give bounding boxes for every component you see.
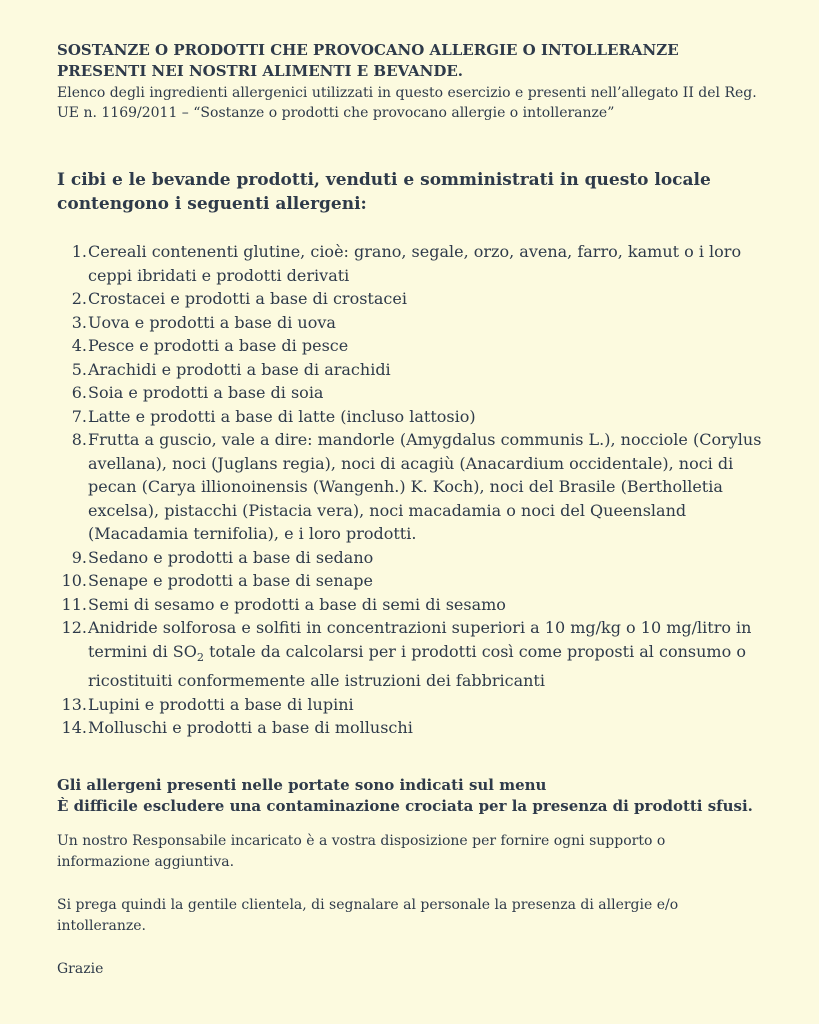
allergen-item [57, 616, 762, 693]
allergens-intro-heading: I cibi e le bevande prodotti, venduti e somministrati in questo locale contengono i seguenti allergeni: [57, 170, 711, 214]
allergen-number: 12. [61, 618, 87, 637]
allergen-item [57, 358, 762, 382]
allergen-text [88, 618, 751, 690]
allergen-item [57, 381, 762, 405]
allergen-number: 8. [71, 430, 87, 449]
allergen-item [57, 405, 762, 429]
allergen-item [57, 428, 762, 546]
allergen-item [57, 311, 762, 335]
allergen-text: Pesce e prodotti a base di pesce [88, 336, 349, 355]
allergen-item [57, 716, 762, 740]
allergen-number: 2. [71, 289, 87, 308]
allergen-item [57, 546, 762, 570]
allergen-item [57, 287, 762, 311]
allergen-text-before: Anidride solforosa e solfiti in concentrazioni superiori a 10 mg/kg o 10 mg/litro in termini di SO [88, 618, 752, 661]
allergen-text: Soia e prodotti a base di soia [88, 383, 324, 402]
allergen-text: Semi di sesamo e prodotti a base di semi di sesamo [88, 594, 506, 614]
allergen-text: Latte e prodotti a base di latte (incluso lattosio) [88, 406, 476, 426]
allergen-number: 1. [71, 242, 87, 261]
allergen-number: 13. [61, 694, 87, 714]
customer-request-text: Si prega quindi la gentile clientela, di segnalare al personale la presenza di allergie e/o intolleranze. [57, 896, 679, 934]
page-title: SOSTANZE O PRODOTTI CHE PROVOCANO ALLERGIE O INTOLLERANZE PRESENTI NEI NOSTRI ALIMENTI E BEVANDE. [57, 41, 679, 80]
allergen-text-after: totale da calcolarsi per i prodotti così come proposti al consumo o ricostituiti conformemente alle istruzioni dei fabbricanti [88, 641, 746, 691]
cross-contamination-notice: È difficile escludere una contaminazione crociata per la presenza di prodotti sfusi. [57, 796, 753, 815]
allergen-text: Molluschi e prodotti a base di molluschi [88, 718, 413, 738]
allergen-number: 9. [71, 547, 87, 567]
allergen-list [57, 240, 762, 740]
allergen-number: 5. [71, 359, 87, 379]
thanks-text: Grazie [57, 960, 104, 977]
allergen-item [57, 693, 762, 717]
allergen-number: 14. [61, 718, 87, 738]
allergen-text: Arachidi e prodotti a base di arachidi [88, 359, 391, 379]
allergen-number: 6. [71, 383, 87, 402]
allergen-item [57, 334, 762, 358]
allergen-number: 4. [71, 336, 87, 355]
allergen-number: 3. [71, 312, 87, 332]
notice-block [57, 775, 762, 817]
menu-allergen-notice: Gli allergeni presenti nelle portate sono indicati sul menu [57, 775, 547, 794]
allergen-number: 7. [71, 406, 87, 426]
allergen-text: Senape e prodotti a base di senape [88, 571, 373, 590]
allergen-text: Lupini e prodotti a base di lupini [88, 694, 354, 714]
allergen-text: Frutta a guscio, vale a dire: mandorle (Amygdalus communis L.), nocciole (Corylus avellana), noci (Juglans regia), noci di acagiù (Anacardium occidentale), noci di pecan (Carya illionoinensis (Wangenh.) K. Koch), noci del Brasile (Bertholletia excelsa), pistacchi (Pistacia vera), noci macadamia o noci del Queensland (Macadamia ternifolia), e i loro prodotti. [88, 430, 762, 543]
staff-support-text: Un nostro Responsabile incaricato è a vostra disposizione per fornire ogni supporto o informazione aggiuntiva. [57, 832, 666, 870]
allergen-item [57, 569, 762, 593]
allergen-number: 10. [61, 571, 87, 590]
allergen-text: Cereali contenenti glutine, cioè: grano, segale, orzo, avena, farro, kamut o i loro ceppi ibridati e prodotti derivati [88, 242, 742, 285]
allergen-number: 11. [61, 594, 87, 614]
allergen-text: Crostacei e prodotti a base di crostacei [88, 289, 407, 308]
allergen-item [57, 593, 762, 617]
allergen-text: Uova e prodotti a base di uova [88, 312, 336, 332]
allergen-notice-page [57, 40, 762, 980]
so2-subscript: 2 [196, 650, 204, 664]
regulation-subtitle: Elenco degli ingredienti allergenici utilizzati in questo esercizio e presenti nell’allegato II del Reg. UE n. 1169/2011 – “Sostanze o prodotti che provocano allergie o intolleranze” [57, 85, 757, 121]
allergen-item [57, 240, 762, 287]
allergen-text: Sedano e prodotti a base di sedano [88, 547, 374, 567]
